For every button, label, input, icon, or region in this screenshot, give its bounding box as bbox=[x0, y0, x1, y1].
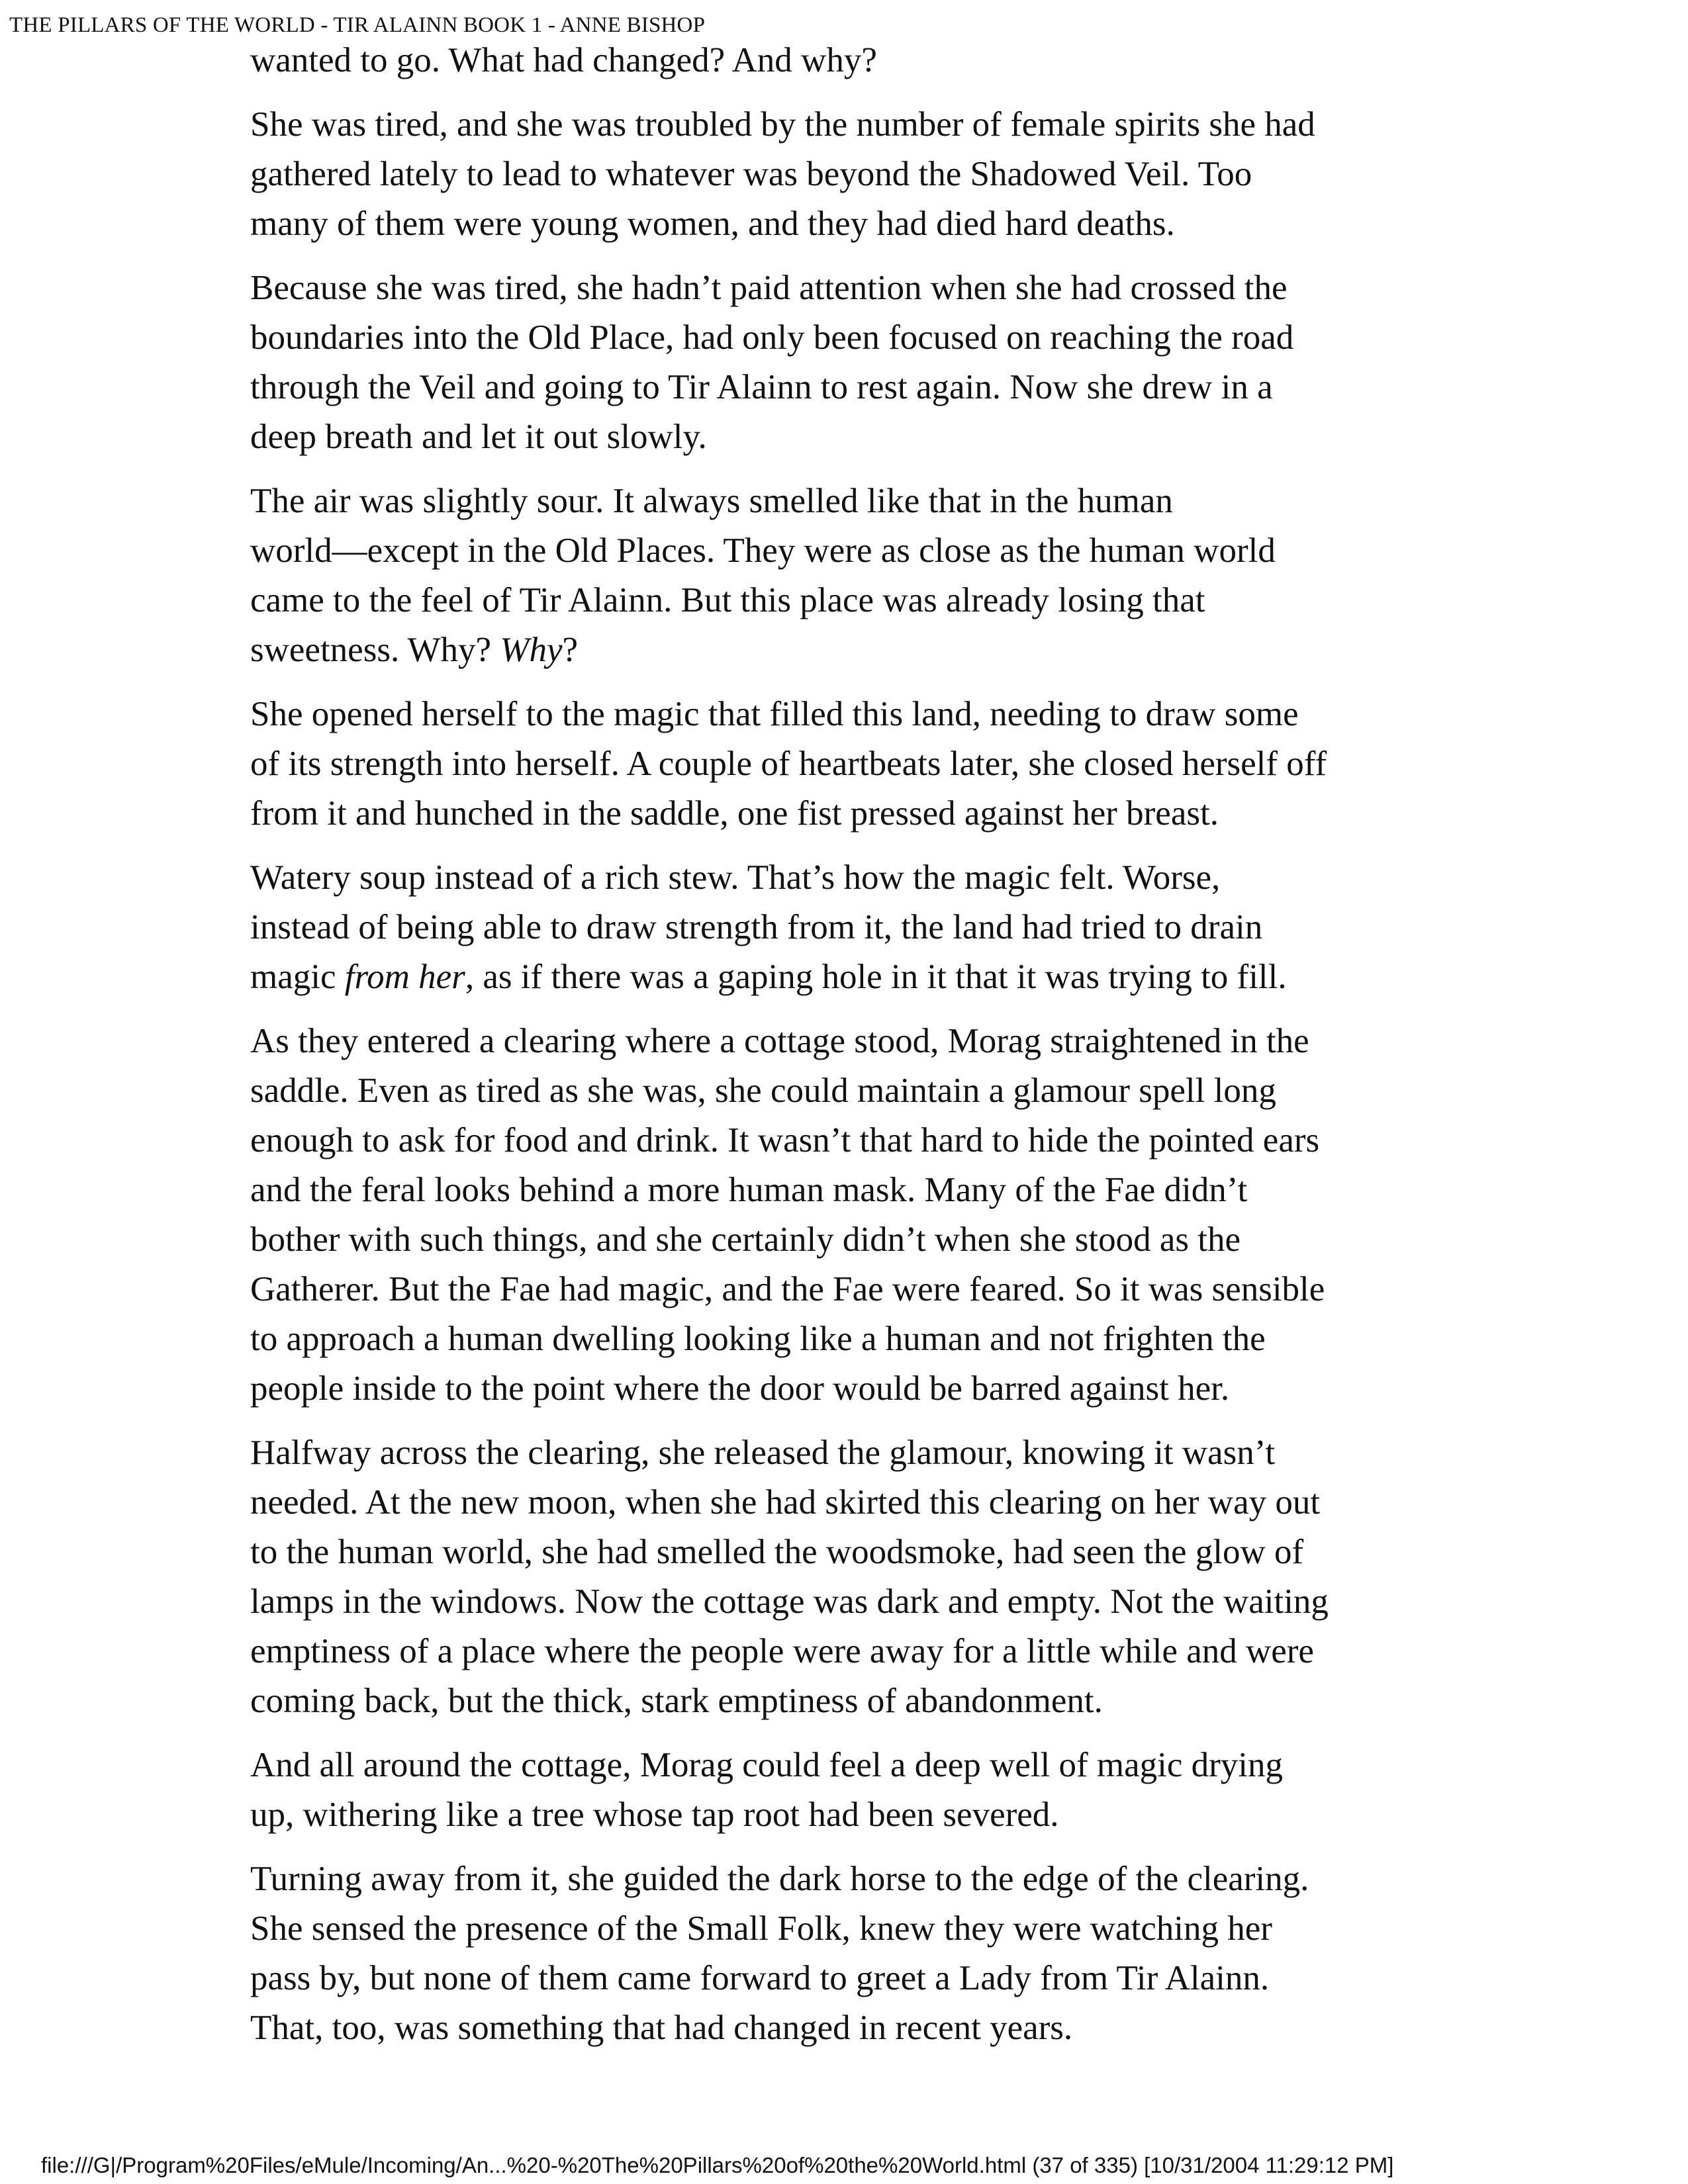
text-line bbox=[250, 1478, 1442, 1527]
text-line bbox=[250, 1066, 1442, 1116]
text-line bbox=[250, 1741, 1442, 1790]
text-line bbox=[250, 1854, 1442, 1904]
text-segment: sweetness. Why? bbox=[250, 631, 500, 669]
paragraph bbox=[250, 1854, 1442, 2053]
text-segment: from it and hunched in the saddle, one fist pressed against her breast. bbox=[250, 794, 1219, 833]
text-line bbox=[250, 690, 1442, 739]
paragraph bbox=[250, 100, 1442, 249]
book-text-column bbox=[250, 36, 1442, 2068]
text-segment: bother with such things, and she certainly didn’t when she stood as the bbox=[250, 1220, 1241, 1259]
text-segment: lamps in the windows. Now the cottage was dark and empty. Not the waiting bbox=[250, 1582, 1329, 1621]
text-line bbox=[250, 1116, 1442, 1165]
text-line bbox=[250, 952, 1442, 1002]
running-header: THE PILLARS OF THE WORLD - TIR ALAINN BOOK 1 - ANNE BISHOP bbox=[9, 13, 706, 37]
text-segment: wanted to go. What had changed? And why? bbox=[250, 41, 877, 79]
text-segment: gathered lately to lead to whatever was beyond the Shadowed Veil. Too bbox=[250, 155, 1252, 193]
emphasis-text: from her bbox=[344, 958, 465, 996]
text-segment: pass by, but none of them came forward to greet a Lady from Tir Alainn. bbox=[250, 1959, 1270, 1997]
text-segment: emptiness of a place where the people were away for a little while and were bbox=[250, 1632, 1314, 1670]
text-segment: She sensed the presence of the Small Folk, knew they were watching her bbox=[250, 1909, 1272, 1948]
text-line bbox=[250, 1165, 1442, 1215]
text-line bbox=[250, 903, 1442, 952]
text-segment: , as if there was a gaping hole in it that it was trying to fill. bbox=[465, 958, 1287, 996]
text-segment: And all around the cottage, Morag could feel a deep well of magic drying bbox=[250, 1746, 1284, 1784]
text-segment: deep breath and let it out slowly. bbox=[250, 418, 707, 456]
text-line bbox=[250, 1904, 1442, 1954]
text-line bbox=[250, 576, 1442, 625]
text-segment: to the human world, she had smelled the woodsmoke, had seen the glow of bbox=[250, 1533, 1304, 1571]
text-segment: to approach a human dwelling looking like a human and not frighten the bbox=[250, 1320, 1266, 1358]
text-line bbox=[250, 1017, 1442, 1066]
text-segment: Halfway across the clearing, she released the glamour, knowing it wasn’t bbox=[250, 1433, 1276, 1472]
text-line bbox=[250, 1676, 1442, 1726]
text-line bbox=[250, 363, 1442, 412]
text-segment: magic bbox=[250, 958, 345, 996]
text-segment: Because she was tired, she hadn’t paid attention when she had crossed the bbox=[250, 269, 1288, 307]
text-segment: Turning away from it, she guided the dark horse to the edge of the clearing. bbox=[250, 1860, 1309, 1898]
text-segment: ? bbox=[562, 631, 579, 669]
page-footer-url: file:///G|/Program%20Files/eMule/Incoming/An...%20-%20The%20Pillars%20of%20the%20World.html (37 of 335) [10/31/2004 11:29:12 PM] bbox=[41, 2153, 1394, 2177]
text-line bbox=[250, 313, 1442, 363]
text-segment: many of them were young women, and they had died hard deaths. bbox=[250, 205, 1175, 243]
paragraph bbox=[250, 1428, 1442, 1726]
text-line bbox=[250, 1265, 1442, 1314]
paragraph bbox=[250, 1017, 1442, 1414]
text-line bbox=[250, 263, 1442, 313]
text-segment: saddle. Even as tired as she was, she could maintain a glamour spell long bbox=[250, 1071, 1276, 1110]
text-line bbox=[250, 739, 1442, 789]
text-line bbox=[250, 100, 1442, 150]
text-segment: That, too, was something that had changed in recent years. bbox=[250, 2009, 1073, 2047]
text-line bbox=[250, 477, 1442, 526]
emphasis-text: Why bbox=[500, 631, 563, 669]
text-segment: boundaries into the Old Place, had only been focused on reaching the road bbox=[250, 318, 1294, 357]
text-line bbox=[250, 1790, 1442, 1840]
text-segment: The air was slightly sour. It always smelled like that in the human bbox=[250, 482, 1173, 520]
text-segment: coming back, but the thick, stark emptiness of abandonment. bbox=[250, 1682, 1103, 1720]
text-segment: and the feral looks behind a more human mask. Many of the Fae didn’t bbox=[250, 1171, 1248, 1209]
text-line bbox=[250, 1627, 1442, 1676]
text-segment: people inside to the point where the door would be barred against her. bbox=[250, 1369, 1230, 1408]
text-segment: instead of being able to draw strength from it, the land had tried to drain bbox=[250, 908, 1263, 946]
text-segment: up, withering like a tree whose tap root had been severed. bbox=[250, 1796, 1059, 1834]
paragraph bbox=[250, 477, 1442, 675]
text-line bbox=[250, 1314, 1442, 1364]
text-segment: She was tired, and she was troubled by the number of female spirits she had bbox=[250, 105, 1315, 144]
paragraph bbox=[250, 36, 1442, 85]
text-line bbox=[250, 1527, 1442, 1577]
text-segment: As they entered a clearing where a cottage stood, Morag straightened in the bbox=[250, 1022, 1309, 1060]
text-segment: enough to ask for food and drink. It wasn’t that hard to hide the pointed ears bbox=[250, 1121, 1320, 1160]
text-line bbox=[250, 526, 1442, 576]
text-segment: She opened herself to the magic that filled this land, needing to draw some bbox=[250, 695, 1299, 733]
text-segment: needed. At the new moon, when she had skirted this clearing on her way out bbox=[250, 1483, 1321, 1522]
text-line bbox=[250, 2003, 1442, 2053]
text-line bbox=[250, 1364, 1442, 1414]
text-line bbox=[250, 412, 1442, 462]
text-line bbox=[250, 199, 1442, 249]
text-line bbox=[250, 36, 1442, 85]
text-segment: of its strength into herself. A couple of heartbeats later, she closed herself off bbox=[250, 745, 1327, 783]
text-segment: through the Veil and going to Tir Alainn to rest again. Now she drew in a bbox=[250, 368, 1273, 406]
paragraph bbox=[250, 690, 1442, 839]
text-line bbox=[250, 1215, 1442, 1265]
text-segment: world—except in the Old Places. They were as close as the human world bbox=[250, 531, 1276, 570]
paragraph bbox=[250, 1741, 1442, 1840]
text-line bbox=[250, 625, 1442, 675]
paragraph bbox=[250, 853, 1442, 1002]
text-line bbox=[250, 1954, 1442, 2003]
text-line bbox=[250, 1577, 1442, 1627]
text-segment: Gatherer. But the Fae had magic, and the Fae were feared. So it was sensible bbox=[250, 1270, 1325, 1308]
text-line bbox=[250, 853, 1442, 903]
text-segment: Watery soup instead of a rich stew. That’s how the magic felt. Worse, bbox=[250, 858, 1221, 897]
text-segment: came to the feel of Tir Alainn. But this place was already losing that bbox=[250, 581, 1205, 619]
paragraph bbox=[250, 263, 1442, 462]
text-line bbox=[250, 150, 1442, 199]
text-line bbox=[250, 789, 1442, 839]
text-line bbox=[250, 1428, 1442, 1478]
